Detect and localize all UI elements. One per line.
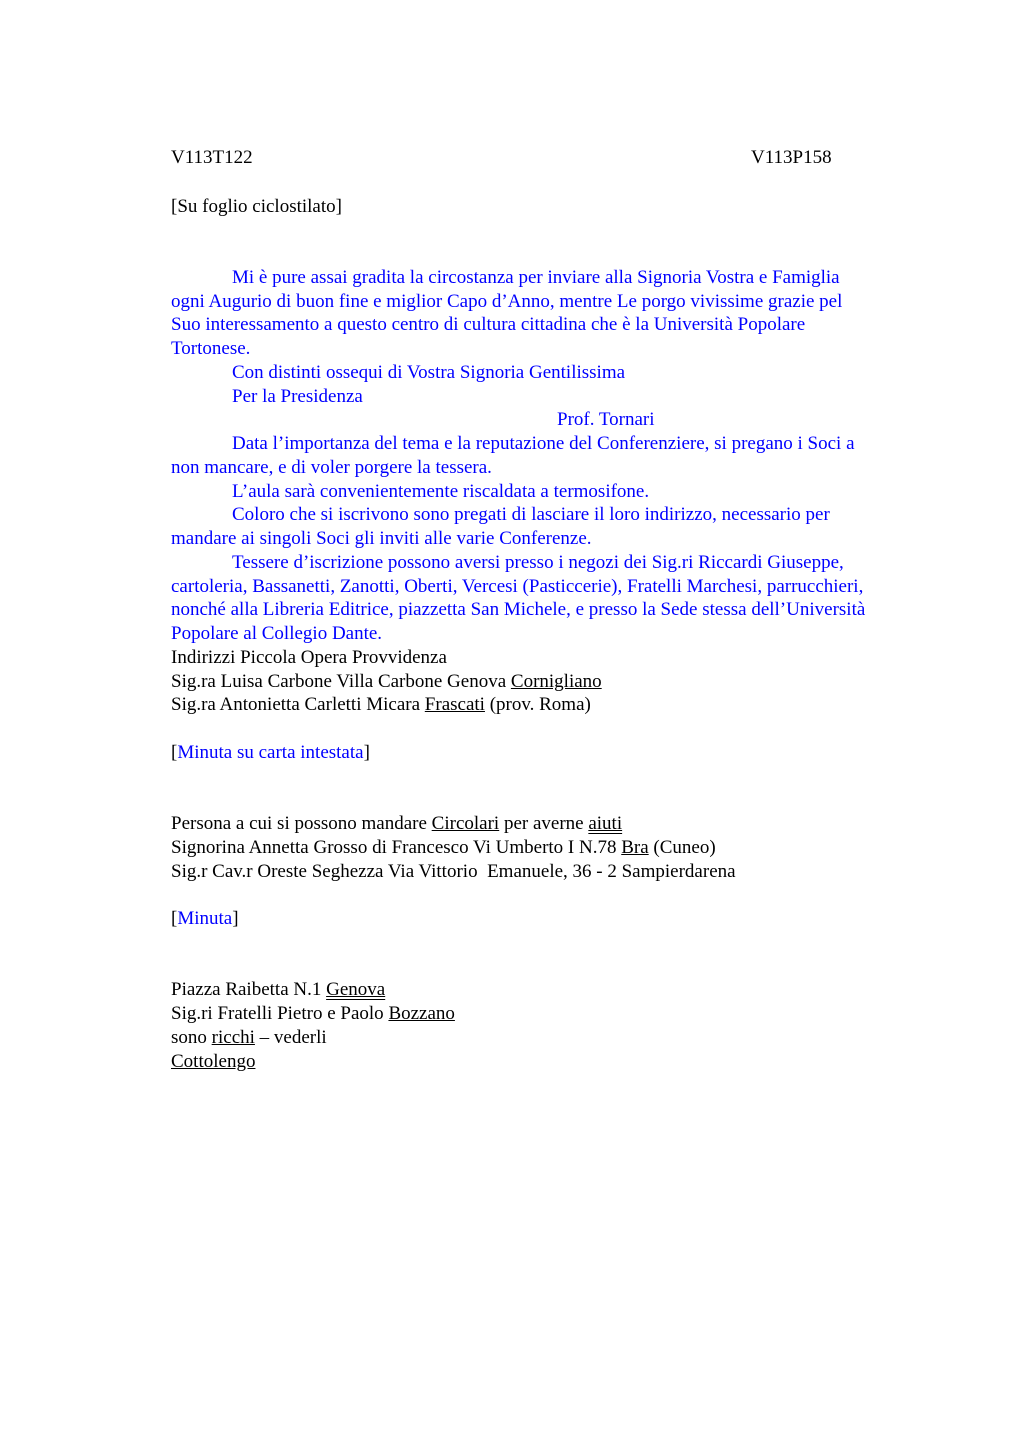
addresses3-line4 bbox=[171, 1050, 255, 1074]
addresses3-line1 bbox=[171, 978, 385, 1002]
addresses2-aiuti: aiuti bbox=[588, 813, 623, 834]
addresses2-line3: Sig.r Cav.r Oreste Seghezza Via Vittorio Emanuele, 36 - 2 Sampierdarena bbox=[171, 861, 736, 882]
addresses1-line1-place: Cornigliano bbox=[510, 671, 602, 692]
addresses2-line2 bbox=[171, 836, 716, 860]
addresses1-title: Indirizzi Piccola Opera Provvidenza bbox=[171, 647, 447, 668]
letter-p5-line3: nonché alla Libreria Editrice, piazzetta San Michele, e presso la Sede stessa dell’Università bbox=[171, 599, 866, 620]
addresses3-cottolengo: Cottolengo bbox=[171, 1051, 256, 1072]
addresses1-line2-text: Sig.ra Antonietta Carletti Micara bbox=[171, 694, 425, 715]
addresses2-circolari: Circolari bbox=[431, 813, 500, 834]
letter-closing1: Con distinti ossequi di Vostra Signoria Gentilissima bbox=[232, 362, 626, 383]
addresses3-line3 bbox=[171, 1026, 327, 1050]
letter-p5-line1: Tessere d’iscrizione possono aversi presso i negozi dei Sig.ri Riccardi Giuseppe, bbox=[232, 552, 844, 573]
letter-p1-line1: Mi è pure assai gradita la circostanza per inviare alla Signoria Vostra e Famiglia bbox=[232, 267, 840, 288]
note-su-foglio: [Su foglio ciclostilato] bbox=[171, 196, 342, 217]
note2-close: ] bbox=[363, 742, 370, 763]
addresses3-line2 bbox=[171, 1002, 455, 1026]
addresses1-line1 bbox=[171, 670, 602, 694]
letter-closing2: Per la Presidenza bbox=[232, 386, 363, 407]
letter-p1-line3: Suo interessamento a questo centro di cultura cittadina che è la Università Popolare bbox=[171, 314, 806, 335]
letter-signature: Prof. Tornari bbox=[557, 409, 655, 430]
addresses1-line2 bbox=[171, 693, 591, 717]
addresses2-line1-text: Persona a cui si possono mandare bbox=[171, 813, 432, 834]
note-minuta-carta bbox=[171, 741, 370, 765]
addresses1-line1-text: Sig.ra Luisa Carbone Villa Carbone Genova bbox=[171, 671, 511, 692]
letter-p4-line1: Coloro che si iscrivono sono pregati di lasciare il loro indirizzo, necessario per bbox=[232, 504, 830, 525]
addresses2-line1 bbox=[171, 812, 622, 836]
letter-p5-line4: Popolare al Collegio Dante. bbox=[171, 623, 383, 644]
letter-p3: L’aula sarà convenientemente riscaldata a termosifone. bbox=[232, 481, 650, 502]
note3-close: ] bbox=[232, 908, 239, 929]
note2-open: [ bbox=[171, 742, 178, 763]
letter-p4-line2: mandare ai singoli Soci gli inviti alle varie Conferenze. bbox=[171, 528, 592, 549]
letter-p2-line2: non mancare, e di voler porgere la tessera. bbox=[171, 457, 492, 478]
addresses2-line2-text: Signorina Annetta Grosso di Francesco Vi Umberto I N.78 bbox=[171, 837, 622, 858]
letter-p2-line1: Data l’importanza del tema e la reputazione del Conferenziere, si pregano i Soci a bbox=[232, 433, 855, 454]
addresses3-genova: Genova bbox=[326, 979, 386, 1000]
note-minuta bbox=[171, 907, 239, 931]
header-left-code: V113T122 bbox=[171, 147, 253, 168]
addresses1-line2-place: Frascati bbox=[424, 694, 485, 715]
addresses3-line3-suffix: – vederli bbox=[254, 1027, 327, 1048]
addresses3-line2-text: Sig.ri Fratelli Pietro e Paolo bbox=[171, 1003, 389, 1024]
addresses3-ricchi: ricchi bbox=[211, 1027, 255, 1048]
note2-text: Minuta su carta intestata bbox=[177, 742, 364, 763]
document-page bbox=[171, 0, 931, 1450]
addresses3-line3-text: sono bbox=[171, 1027, 212, 1048]
note3-open: [ bbox=[171, 908, 178, 929]
addresses3-bozzano: Bozzano bbox=[388, 1003, 455, 1024]
letter-p5-line2: cartoleria, Bassanetti, Zanotti, Oberti, Vercesi (Pasticcerie), Fratelli Marchesi, parrucchieri, bbox=[171, 576, 864, 597]
addresses1-line2-suffix: (prov. Roma) bbox=[484, 694, 591, 715]
addresses3-line1-text: Piazza Raibetta N.1 bbox=[171, 979, 327, 1000]
addresses2-line2-suffix: (Cuneo) bbox=[648, 837, 716, 858]
letter-p1-line4: Tortonese. bbox=[171, 338, 251, 359]
header-right-code: V113P158 bbox=[751, 147, 832, 168]
note3-text: Minuta bbox=[177, 908, 233, 929]
addresses2-line1-mid: per averne bbox=[499, 813, 589, 834]
addresses2-bra: Bra bbox=[621, 837, 649, 858]
letter-p1-line2: ogni Augurio di buon fine e miglior Capo d’Anno, mentre Le porgo vivissime grazie pel bbox=[171, 291, 843, 312]
